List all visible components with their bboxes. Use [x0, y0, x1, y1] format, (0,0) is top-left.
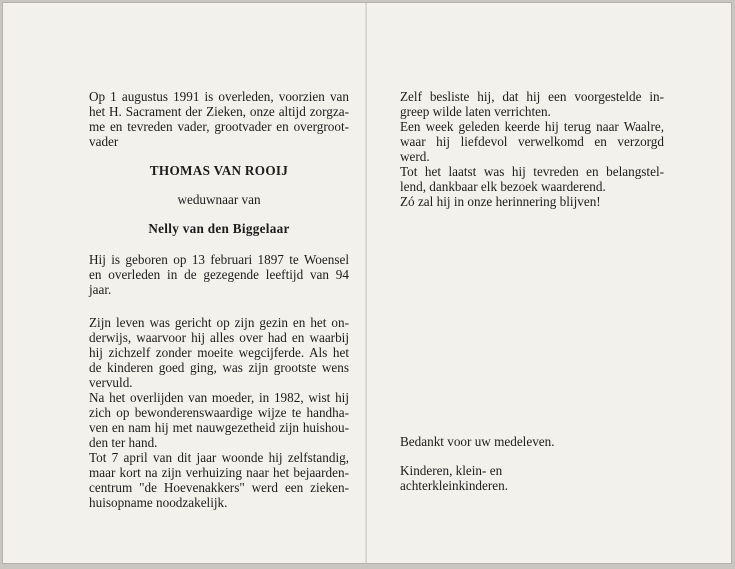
life-line: vervuld. [89, 375, 133, 390]
thanks-line: Bedankt voor uw medeleven. [400, 434, 555, 449]
intro-line: me en tevreden vader, grootvader en overgroot- [89, 119, 349, 134]
life-line: hij zichzelf zonder moeite wegcijferde. Als het [89, 345, 349, 360]
last-line: lend, dankbaar elk bezoek waarderend. [400, 179, 606, 194]
intro-line: het H. Sacrament der Zieken, onze altijd zorgza- [89, 104, 349, 119]
until-line: huisopname noodzakelijk. [89, 495, 228, 510]
signature-line: Kinderen, klein- en [400, 463, 503, 478]
after-line: ven en nam hij met nauwgezetheid zijn huishou- [89, 420, 349, 435]
birth-line: Hij is geboren op 13 februari 1897 te Woensel [89, 252, 349, 267]
intro-line: vader [89, 134, 119, 149]
decided-line: greep wilde laten verrichten. [400, 104, 551, 119]
after-line: Na het overlijden van moeder, in 1982, wist hij [89, 390, 349, 405]
intro-line: Op 1 augustus 1991 is overleden, voorzien van [89, 89, 349, 104]
until-line: maar kort na zijn verhuizing naar het bejaarden- [89, 465, 349, 480]
widower-text: weduwnaar van [177, 192, 261, 207]
decided-line: Zelf besliste hij, dat hij een voorgestelde in- [400, 89, 664, 104]
card-fold [365, 3, 367, 563]
life-line: Zijn leven was gericht op zijn gezin en het on- [89, 315, 349, 330]
life-line: derwijs, waarvoor hij alles over had en waarbij [89, 330, 349, 345]
memory-line: Zó zal hij in onze herinnering blijven! [400, 194, 601, 209]
until-line: centrum "de Hoevenakkers" werd een zieken- [89, 480, 349, 495]
last-line: Tot het laatst was hij tevreden en belangstel- [400, 164, 664, 179]
deceased-name: THOMAS VAN ROOIJ [149, 163, 289, 178]
right-page [400, 89, 664, 209]
birth-line: en overleden in de gezegende leeftijd van 94 [89, 267, 349, 282]
returned-line: werd. [400, 149, 430, 164]
memorial-card [2, 2, 732, 564]
returned-line: Een week geleden keerde hij terug naar Waalre, [400, 119, 664, 134]
closing-block [400, 434, 664, 493]
birth-line: jaar. [89, 282, 112, 297]
spouse-name: Nelly van den Biggelaar [148, 221, 290, 236]
left-page [89, 89, 349, 510]
signature-line: achterkleinkinderen. [400, 478, 509, 493]
after-line: den ter hand. [89, 435, 158, 450]
after-line: zich op bewonderenswaardige wijze te handha- [89, 405, 349, 420]
until-line: Tot 7 april van dit jaar woonde hij zelfstandig, [89, 450, 349, 465]
life-line: de kinderen goed ging, was zijn grootste wens [89, 360, 349, 375]
returned-line: waar hij liefdevol verwelkomd en verzorgd [400, 134, 664, 149]
